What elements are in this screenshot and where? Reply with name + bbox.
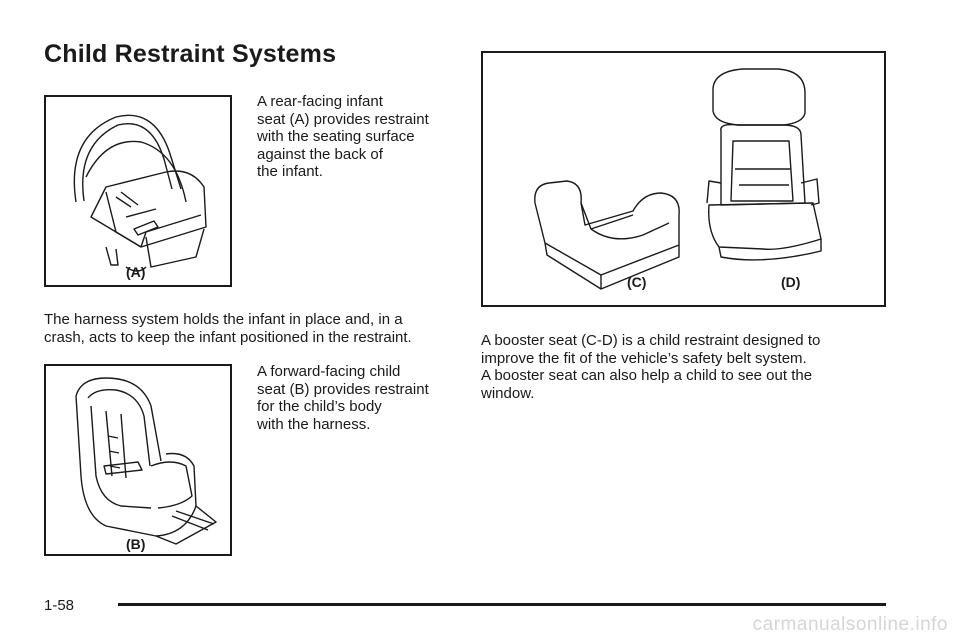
figure-forward-facing-child-seat: [44, 364, 232, 556]
booster-seat-illustration: [483, 53, 884, 305]
footer-watermark: carmanualsonline.info: [752, 614, 948, 635]
text-line: with the harness.: [257, 415, 371, 433]
text-line: with the seating surface: [257, 128, 415, 145]
infant-seat-illustration: [46, 97, 230, 285]
text-line: A booster seat (C-D) is a child restraint designed to: [481, 332, 821, 349]
booster-description: [481, 332, 820, 402]
text-line: for the child’s body: [257, 398, 382, 415]
text-line: against the back of: [257, 145, 383, 163]
forward-facing-description: [257, 363, 429, 433]
footer-rule: [118, 603, 886, 606]
text-line: The harness system holds the infant in place and, in a: [44, 311, 403, 328]
rear-facing-description: [257, 93, 429, 181]
text-line: A forward-facing child: [257, 363, 401, 380]
text-line: crash, acts to keep the infant positioned in the restraint.: [44, 328, 412, 346]
text-line: window.: [481, 384, 535, 402]
text-line: the infant.: [257, 163, 323, 180]
figure-label-c: (C): [627, 274, 647, 290]
figure-booster-seats: [481, 51, 886, 307]
figure-rear-facing-infant-seat: [44, 95, 232, 287]
harness-description: [44, 311, 412, 346]
figure-label-d: (D): [781, 274, 801, 290]
text-line: A rear-facing infant: [257, 93, 383, 110]
text-line: seat (A) provides restraint: [257, 110, 429, 128]
page-number: 1-58: [44, 597, 75, 614]
text-line: A booster seat can also help a child to see out the: [481, 367, 813, 384]
text-line: seat (B) provides restraint: [257, 380, 429, 398]
figure-label-b: (B): [126, 536, 146, 552]
page-title: Child Restraint Systems: [44, 40, 337, 68]
text-line: improve the fit of the vehicle’s safety belt system.: [481, 349, 807, 367]
figure-label-a: (A): [126, 264, 146, 280]
child-seat-illustration: [46, 366, 230, 554]
